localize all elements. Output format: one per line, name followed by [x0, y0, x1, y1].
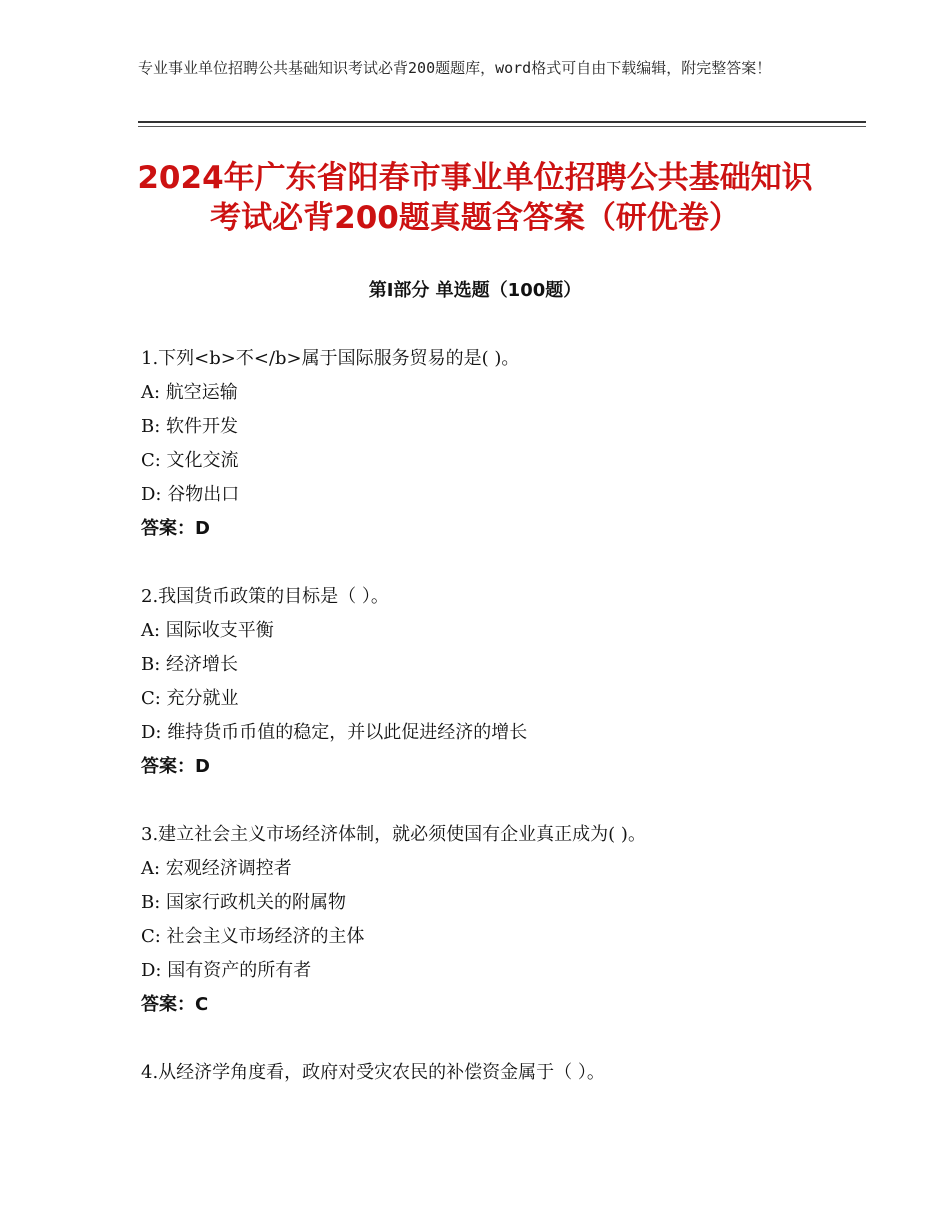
question-text: 3.建立社会主义市场经济体制，就必须使国有企业真正成为( )。	[141, 824, 646, 845]
question-text: 1.下列<b>不</b>属于国际服务贸易的是( )。	[141, 348, 520, 369]
option-b: B: 软件开发	[141, 416, 239, 437]
option-d: D: 维持货币币值的稳定，并以此促进经济的增长	[141, 722, 528, 743]
option-b: B: 经济增长	[141, 654, 239, 675]
question-1	[141, 342, 861, 546]
header-note: 专业事业单位招聘公共基础知识考试必背200题题库，word格式可自由下载编辑，附完整答案！	[138, 59, 772, 77]
question-text: 4.从经济学角度看，政府对受灾农民的补偿资金属于（ ）。	[141, 1062, 605, 1083]
question-2	[141, 580, 861, 784]
option-d: D: 国有资产的所有者	[141, 960, 312, 981]
header-rule-thin	[138, 126, 866, 127]
answer: 答案：D	[141, 518, 210, 539]
question-list	[141, 342, 861, 1090]
document-title: 2024年广东省阳春市事业单位招聘公共基础知识考试必背200题真题含答案（研优卷）	[137, 160, 813, 236]
section-title: 第Ⅰ部分 单选题（100题）	[368, 280, 582, 301]
option-c: C: 充分就业	[141, 688, 239, 709]
answer: 答案：D	[141, 756, 210, 777]
spacer	[141, 1022, 861, 1056]
option-b: B: 国家行政机关的附属物	[141, 892, 347, 913]
question-3	[141, 818, 861, 1022]
answer: 答案：C	[141, 994, 209, 1015]
option-a: A: 国际收支平衡	[141, 620, 274, 641]
spacer	[141, 784, 861, 818]
option-c: C: 文化交流	[141, 450, 239, 471]
option-d: D: 谷物出口	[141, 484, 240, 505]
option-a: A: 航空运输	[141, 382, 238, 403]
question-4	[141, 1056, 861, 1090]
option-a: A: 宏观经济调控者	[141, 858, 292, 879]
option-c: C: 社会主义市场经济的主体	[141, 926, 365, 947]
spacer	[141, 546, 861, 580]
question-text: 2.我国货币政策的目标是（ ）。	[141, 586, 389, 607]
header-rule-thick	[138, 121, 866, 123]
